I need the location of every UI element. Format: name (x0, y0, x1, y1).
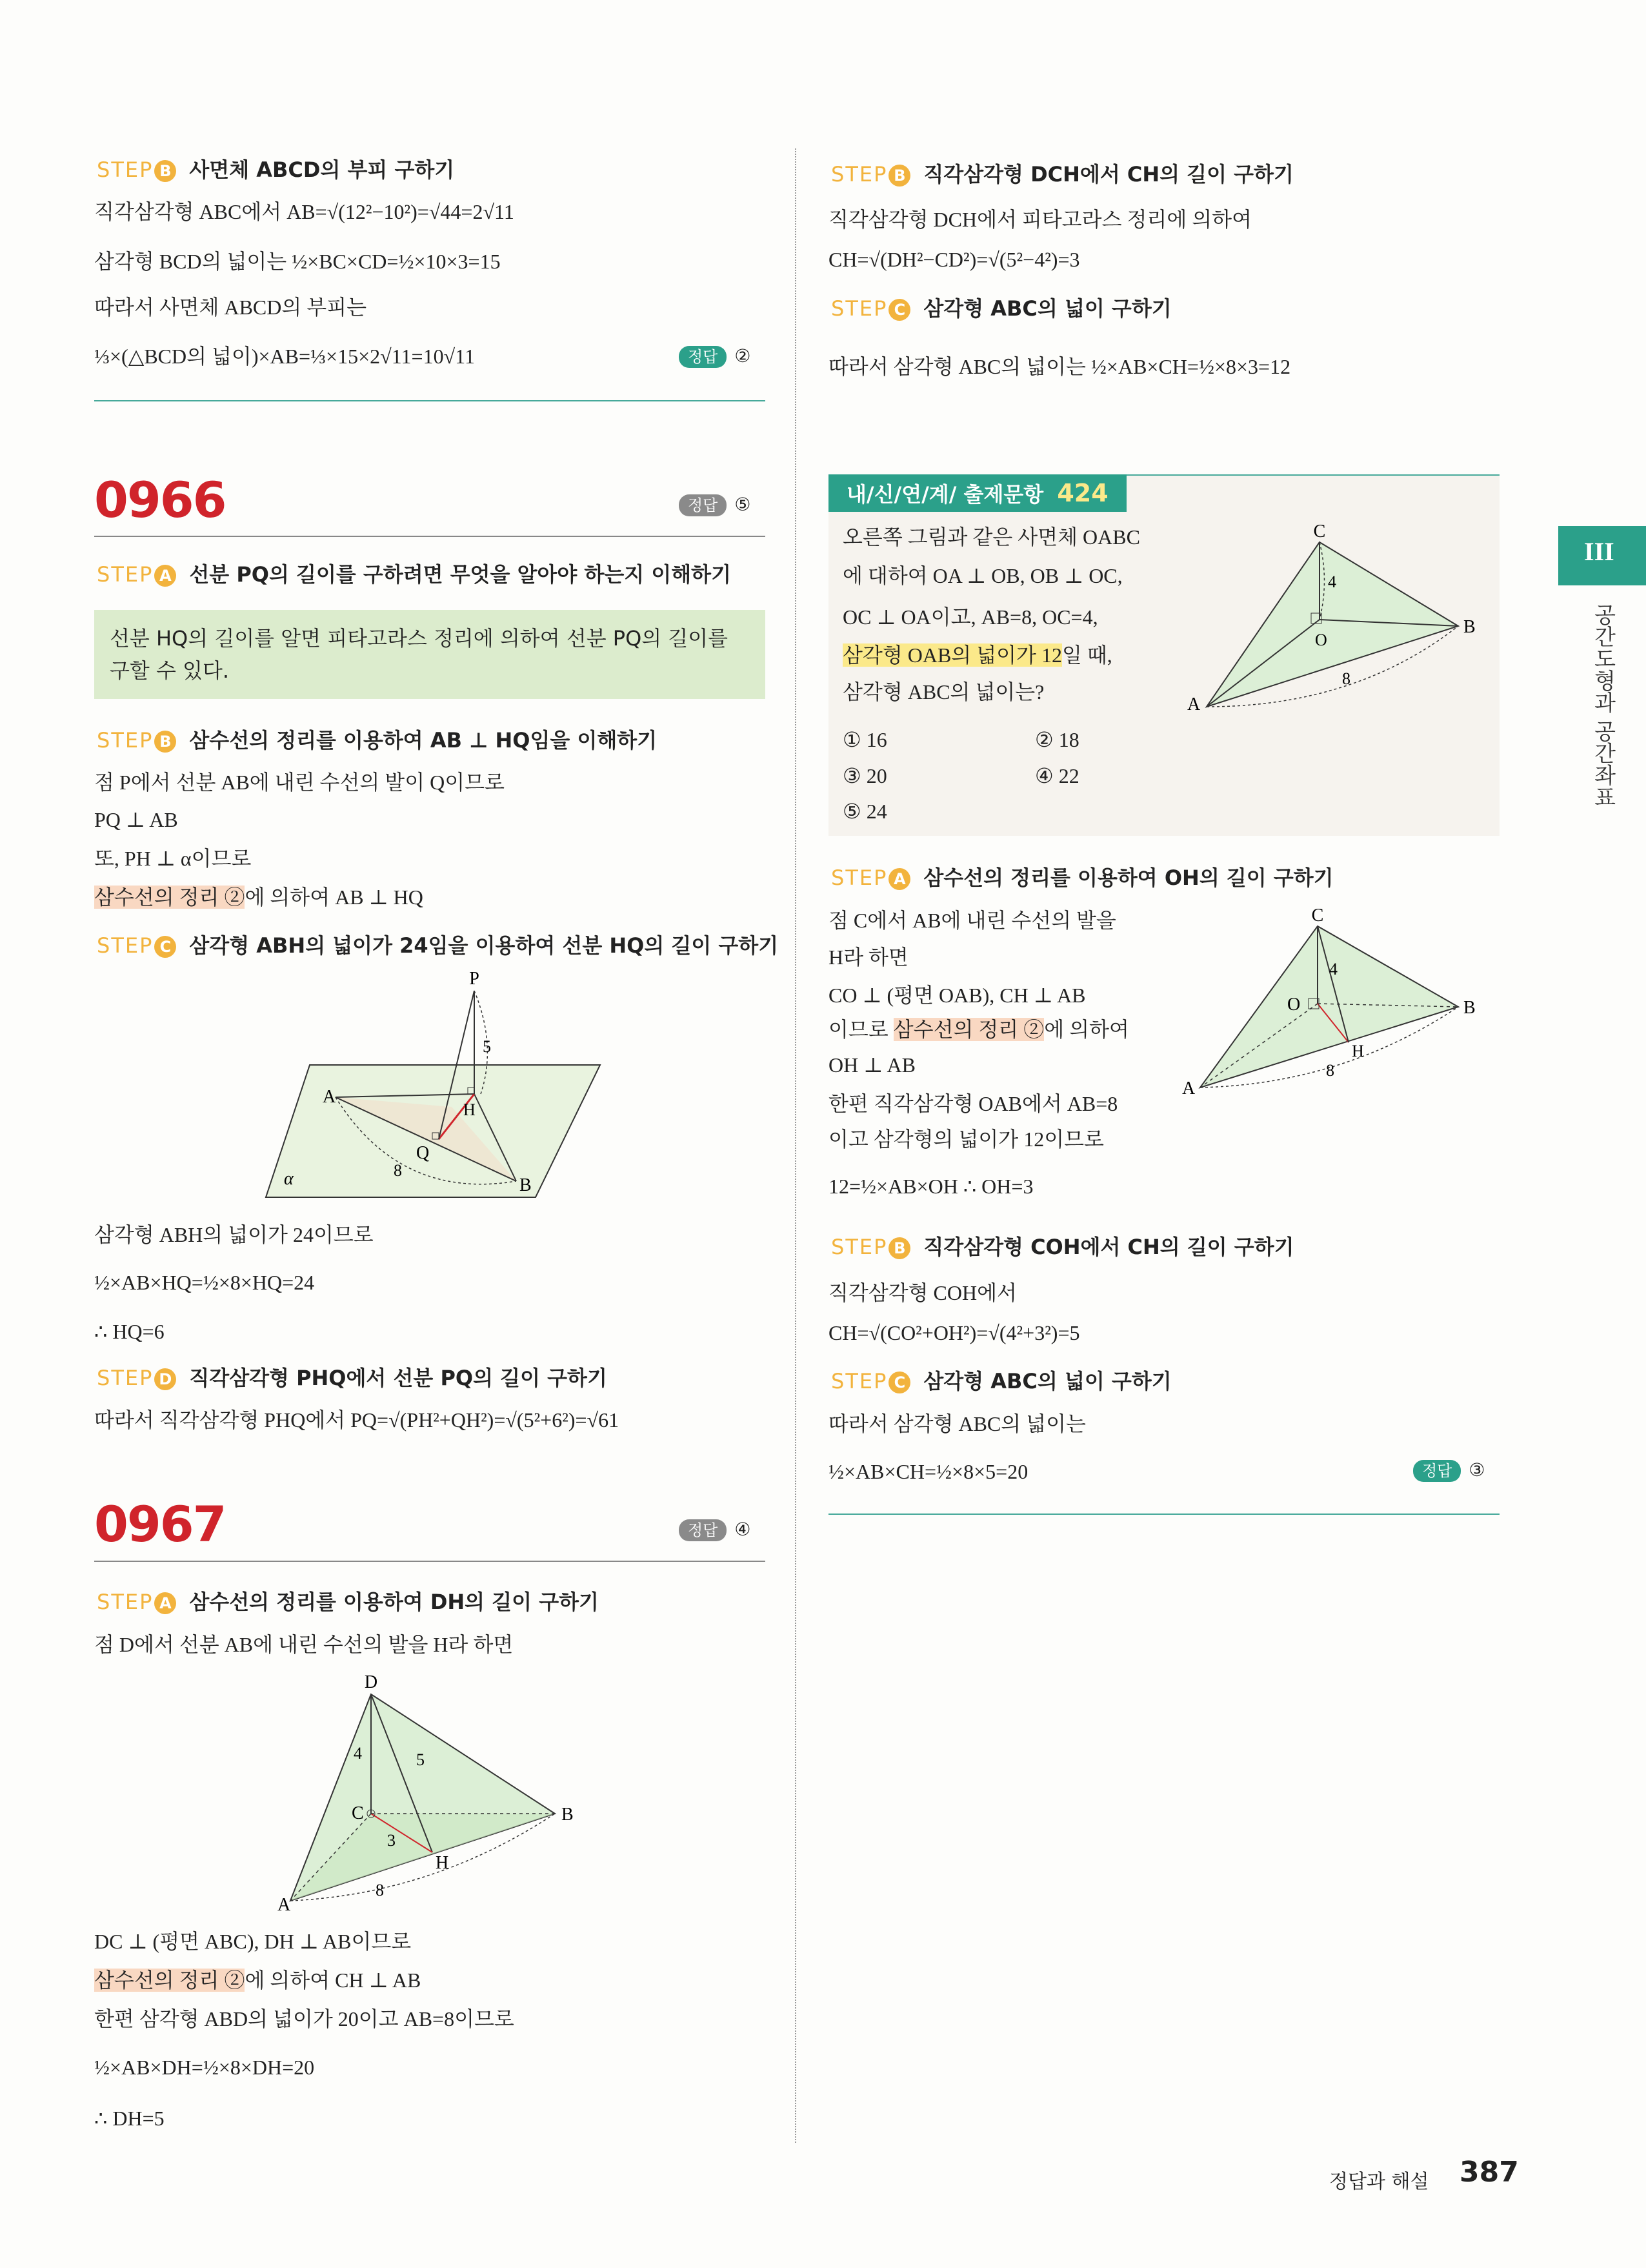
label-D: D (364, 1672, 378, 1692)
problem-number: 0966 (94, 471, 226, 529)
chapter-tab[interactable] (1558, 526, 1646, 585)
choice[interactable]: ⑤ 24 (843, 800, 887, 823)
divider (94, 536, 765, 537)
step-b-heading: STEP B 직각삼각형 DCH에서 CH의 길이 구하기 (831, 162, 1294, 187)
label-O: O (1315, 631, 1327, 649)
text-line: 직각삼각형 ABC에서 AB=√(12²−10²)=√44=2√11 (94, 200, 514, 223)
step-c-heading: STEP C 삼각형 ABC의 넓이 구하기 (831, 296, 1172, 321)
label-A: A (323, 1087, 336, 1107)
text-line: PQ ⊥ AB (94, 808, 178, 831)
label-5: 5 (483, 1037, 491, 1056)
label-8: 8 (1326, 1061, 1334, 1080)
page-number: 387 (1460, 2156, 1519, 2189)
answer-badge: 정답 ② (679, 343, 750, 369)
step-b-heading: STEP B 직각삼각형 COH에서 CH의 길이 구하기 (831, 1235, 1294, 1259)
text-line: ½×AB×DH=½×8×DH=20 (94, 2056, 315, 2079)
label-8: 8 (394, 1161, 402, 1180)
label-B: B (519, 1175, 532, 1195)
label-A: A (1182, 1078, 1196, 1099)
tag-number: 424 (1057, 479, 1109, 507)
text-line: 점 P에서 선분 AB에 내린 수선의 발이 Q이므로 (94, 771, 505, 794)
label-C: C (1311, 907, 1324, 926)
text-line: ⅓×(△BCD의 넓이)×AB=⅓×15×2√11=10√11 (94, 345, 475, 368)
label-H: H (1352, 1042, 1364, 1060)
text-line: 한편 직각삼각형 OAB에서 AB=8 (828, 1092, 1118, 1115)
label-B: B (561, 1805, 574, 1825)
answer-badge: 정답 ⑤ (679, 492, 750, 518)
choice[interactable]: ③ 20 (843, 764, 887, 787)
step-a-heading: STEP A 선분 PQ의 길이를 구하려면 무엇을 알아야 하는지 이해하기 (97, 562, 731, 587)
label-O: O (1287, 995, 1301, 1015)
text-line: 직각삼각형 COH에서 (828, 1281, 1017, 1304)
step-c-heading: STEP C 삼각형 ABH의 넓이가 24임을 이용하여 선분 HQ의 길이 구하기 (97, 933, 779, 958)
step-b-heading: STEP B 삼수선의 정리를 이용하여 AB ⊥ HQ임을 이해하기 (97, 728, 657, 753)
label-4: 4 (1329, 960, 1338, 978)
divider (828, 1514, 1500, 1515)
text-line (94, 884, 423, 910)
label-8: 8 (1342, 669, 1350, 688)
text-line: 따라서 직각삼각형 PHQ에서 PQ=√(PH²+QH²)=√(5²+6²)=√61 (94, 1408, 619, 1432)
label-B: B (1463, 617, 1476, 637)
tetrahedron-figure (271, 1668, 594, 1914)
highlight: 삼수선의 정리 ② (94, 1969, 245, 1992)
text-line: 12=½×AB×OH ∴ OH=3 (828, 1175, 1034, 1198)
text-line: 또, PH ⊥ α이므로 (94, 847, 252, 870)
step-a-heading: STEP A 삼수선의 정리를 이용하여 OH의 길이 구하기 (831, 866, 1334, 890)
label-H: H (463, 1100, 476, 1119)
question-line (843, 642, 1112, 668)
highlight: 삼각형 OAB의 넓이가 12 (843, 643, 1062, 667)
text-line: ½×AB×CH=½×8×5=20 (828, 1460, 1029, 1483)
divider (94, 1561, 765, 1562)
text-line: 따라서 사면체 ABCD의 부피는 (94, 296, 367, 319)
text-line: CH=√(CO²+OH²)=√(4²+3²)=5 (828, 1321, 1080, 1344)
choice[interactable]: ④ 22 (1035, 764, 1079, 787)
label-A: A (277, 1895, 291, 1914)
question-line: 오른쪽 그림과 같은 사면체 OABC (843, 525, 1140, 549)
divider (94, 400, 765, 401)
text-line: 이고 삼각형의 넓이가 12이므로 (828, 1128, 1104, 1151)
text-line: ∴ HQ=6 (94, 1320, 165, 1343)
question-line: OC ⊥ OA이고, AB=8, OC=4, (843, 605, 1098, 629)
text-line: DC ⊥ (평면 ABC), DH ⊥ AB이므로 (94, 1930, 412, 1953)
plane-figure (258, 968, 613, 1207)
text: 에 의하여 CH ⊥ AB (245, 1969, 421, 1992)
linked-tag (828, 474, 1127, 512)
text: 일 때, (1061, 643, 1112, 667)
step-c-heading: STEP C 삼각형 ABC의 넓이 구하기 (831, 1369, 1172, 1393)
footer-label: 정답과 해설 (1329, 2171, 1429, 2193)
label-B: B (1463, 998, 1476, 1018)
step-d-heading: STEP D 직각삼각형 PHQ에서 선분 PQ의 길이 구하기 (97, 1366, 607, 1390)
text: 이므로 (828, 1018, 894, 1041)
label-alpha: α (284, 1169, 294, 1189)
label-A: A (1187, 694, 1201, 714)
choice[interactable]: ② 18 (1035, 728, 1079, 751)
text-line: CO ⊥ (평면 OAB), CH ⊥ AB (828, 984, 1086, 1007)
label-C: C (352, 1803, 364, 1823)
text-line: OH ⊥ AB (828, 1053, 916, 1077)
label-H: H (436, 1853, 449, 1873)
text-line: H라 하면 (828, 946, 908, 969)
question-line: 삼각형 ABC의 넓이는? (843, 680, 1045, 704)
column-divider (795, 148, 796, 2143)
label-8: 8 (376, 1881, 384, 1899)
tag-text: 내/신/연/계/ 출제문항 (847, 482, 1044, 507)
step-a-heading: STEP A 삼수선의 정리를 이용하여 DH의 길이 구하기 (97, 1590, 599, 1614)
hint-text: 선분 HQ의 길이를 알면 피타고라스 정리에 의하여 선분 PQ의 길이를 (110, 626, 728, 651)
linked-figure (1174, 523, 1484, 729)
label-P: P (469, 969, 479, 989)
answer-badge: 정답 ④ (679, 1517, 750, 1543)
question-line: 에 대하여 OA ⊥ OB, OB ⊥ OC, (843, 564, 1123, 587)
hint-text: 구할 수 있다. (110, 658, 230, 683)
chapter-roman: III (1584, 537, 1614, 566)
choice[interactable]: ① 16 (843, 728, 887, 751)
text-line: ½×AB×HQ=½×8×HQ=24 (94, 1271, 315, 1294)
solution-figure (1174, 907, 1484, 1113)
text-line: 따라서 삼각형 ABC의 넓이는 (828, 1412, 1086, 1435)
highlight: 삼수선의 정리 ② (893, 1018, 1045, 1041)
highlight: 삼수선의 정리 ② (94, 886, 245, 909)
text-line (828, 1017, 1129, 1042)
label-5: 5 (416, 1750, 425, 1769)
text-line: 직각삼각형 DCH에서 피타고라스 정리에 의하여 (828, 208, 1252, 231)
hint-box (94, 610, 765, 699)
text-line (94, 1967, 421, 1993)
text-line: 한편 삼각형 ABD의 넓이가 20이고 AB=8이므로 (94, 2007, 514, 2030)
label-Q: Q (416, 1143, 430, 1163)
problem-number: 0967 (94, 1495, 226, 1553)
text-line: ∴ DH=5 (94, 2107, 165, 2130)
text-line: 삼각형 BCD의 넓이는 ½×BC×CD=½×10×3=15 (94, 250, 501, 273)
text: 에 의하여 (1044, 1018, 1129, 1041)
text-line: 점 D에서 선분 AB에 내린 수선의 발을 H라 하면 (94, 1633, 514, 1656)
answer-badge: 정답 ③ (1413, 1457, 1485, 1483)
label-C: C (1313, 523, 1326, 542)
text-line: 따라서 삼각형 ABC의 넓이는 ½×AB×CH=½×8×3=12 (828, 355, 1291, 378)
label-4: 4 (1328, 572, 1336, 591)
step-b-heading: STEP B 사면체 ABCD의 부피 구하기 (97, 157, 455, 182)
text-line: CH=√(DH²−CD²)=√(5²−4²)=3 (828, 248, 1080, 271)
label-3: 3 (387, 1831, 396, 1850)
chapter-title: 공간도형과 공간좌표 (1590, 603, 1616, 808)
text-line: 점 C에서 AB에 내린 수선의 발을 (828, 909, 1116, 932)
text: 에 의하여 AB ⊥ HQ (245, 886, 423, 909)
text-line: 삼각형 ABH의 넓이가 24이므로 (94, 1223, 374, 1246)
label-4: 4 (354, 1744, 362, 1763)
